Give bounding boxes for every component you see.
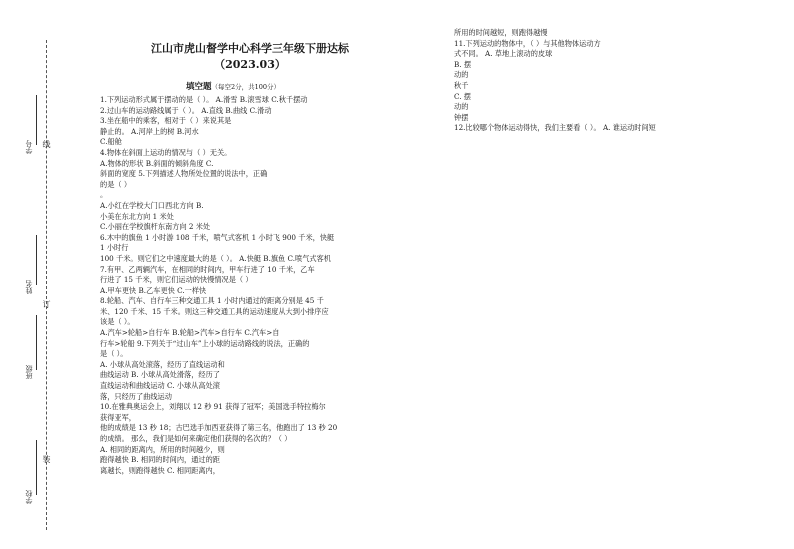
- question-line: 11.下列运动的物体中，（ ）与其他物体运动方: [454, 38, 601, 48]
- question-line: C. 摆: [454, 91, 471, 101]
- question-line: 是（ ）。: [100, 349, 128, 359]
- question-line: 100 千米。则它们之中速度最大的是（ ）。 A.快艇 B.旗鱼 C.喷气式客机: [100, 253, 331, 263]
- question-line: 行车>轮船 9.下列关于“过山车”上小球的运动路线的说法，正确的: [100, 338, 310, 348]
- question-line: 。: [100, 190, 108, 200]
- margin-fill-line: [36, 95, 37, 145]
- question-line: 跑得越快 B. 相同的时间内，通过的距: [100, 455, 220, 465]
- margin-fill-line: [36, 440, 37, 495]
- question-line: A.物体的形状 B.斜面的倾斜角度 C.: [100, 158, 214, 168]
- question-line: 动的: [454, 70, 469, 80]
- question-line: 式不同。 A. 草地上滚动的皮球: [454, 49, 553, 59]
- margin-label-name: 姓名: [25, 280, 33, 294]
- margin-label-student-id: 学号: [25, 140, 33, 154]
- margin-label-school: 学校: [25, 490, 33, 504]
- question-line: 3.坐在船中的乘客，相对于（ ）来说其是: [100, 116, 232, 126]
- margin-mark-line: 线: [42, 140, 51, 148]
- margin-fill-line: [36, 235, 37, 285]
- exam-date: （2023.03）: [214, 58, 286, 71]
- question-line: 6.木中的旗鱼 1 小时游 108 千米，喷气式客机 1 小时飞 900 千米，快艇: [100, 232, 335, 242]
- question-line: C.船舱: [100, 137, 122, 147]
- question-line: A. 小球从高处滚落，经历了直线运动和: [100, 359, 225, 369]
- left-column: [100, 95, 460, 476]
- question-line: A.甲车更快 B.乙车更快 C.一样快: [100, 285, 207, 295]
- margin-mark-staple: 装: [42, 455, 51, 463]
- section-heading: [186, 80, 280, 92]
- margin-mark-bind: 订: [42, 300, 51, 308]
- question-line: A.汽车>轮船>自行车 B.轮船>汽车>自行车 C.汽车>自: [100, 328, 280, 338]
- question-line: 动的: [454, 102, 469, 112]
- question-line: 的是（ ）: [100, 179, 132, 189]
- section-heading-text: 填空题: [186, 82, 212, 92]
- question-line: 4.物体在斜面上运动的情况与（ ）无关。: [100, 147, 232, 157]
- question-line: 曲线运动 B. 小球从高处滑落，经历了: [100, 370, 220, 380]
- question-line: B. 摆: [454, 59, 472, 69]
- question-line: 行进了 15 千米，则它们运动的快慢情况是（ ）: [100, 275, 253, 285]
- question-line: 获得亚军，: [100, 412, 136, 422]
- question-line: 小美在东北方向 1 米处: [100, 211, 174, 221]
- question-line: A. 相同的距离内，所用的时间越少，则: [100, 444, 225, 454]
- question-line: 该是（ ）。: [100, 317, 135, 327]
- margin-fill-line: [36, 315, 37, 370]
- question-line: 他的成绩是 13 秒 18；古巴选手加西亚获得了第三名，他跑出了 13 秒 20: [100, 423, 338, 433]
- question-line: 秋千: [454, 80, 469, 90]
- question-line: A.小红在学校大门口西北方向 B.: [100, 200, 204, 210]
- question-line: 8.轮船、汽车、自行车三种交通工具 1 小时内通过的距离分别是 45 千: [100, 296, 324, 306]
- question-line: C.小丽在学校旗杆东南方向 2 米处: [100, 222, 211, 232]
- margin-label-class: 班级: [25, 365, 33, 379]
- question-line: 钟摆: [454, 112, 469, 122]
- question-line: 10.在雅典奥运会上，刘翔以 12 秒 91 获得了冠军；美国选手特拉梅尔: [100, 402, 326, 412]
- question-line: 2.过山车的运动路线属于（ ）。 A.直线 B.曲线 C.滑动: [100, 105, 272, 115]
- section-score-note: （每空2分，共100分）: [211, 83, 281, 91]
- question-line: 直线运动和曲线运动 C. 小球从高处滚: [100, 381, 220, 391]
- question-line: 1 小时行: [100, 243, 129, 253]
- question-line: 离越长，则跑得越快 C. 相同距离内，: [100, 465, 220, 475]
- question-line: 斜面的宽度 5.下列描述人物所处位置的说法中，正确: [100, 169, 268, 179]
- question-line: 米、120 千米、15 千米。则这三种交通工具的运动速度从大到小排序应: [100, 306, 329, 316]
- question-line: 的成绩。 那么，我们是如何来确定他们获得的名次的？（ ）: [100, 434, 292, 443]
- question-line: 7.有甲、乙两辆汽车，在相同的时间内，甲车行进了 10 千米，乙车: [100, 264, 315, 274]
- exam-title: 江山市虎山督学中心科学三年级下册达标: [151, 42, 349, 55]
- question-line: 12.比较哪个物体运动得快，我们主要看（ ）。 A. 谁运动时间短: [454, 123, 656, 133]
- question-line: 落，只经历了曲线运动: [100, 391, 172, 401]
- question-line: 1.下列运动形式属于摆动的是（ ）。 A.滑雪 B.滚雪球 C.秋千摆动: [100, 95, 308, 104]
- question-line: 所用的时间越短，则跑得越慢: [454, 28, 548, 37]
- right-column: [454, 28, 784, 134]
- question-line: 静止的。 A.河岸上的树 B.河水: [100, 126, 199, 136]
